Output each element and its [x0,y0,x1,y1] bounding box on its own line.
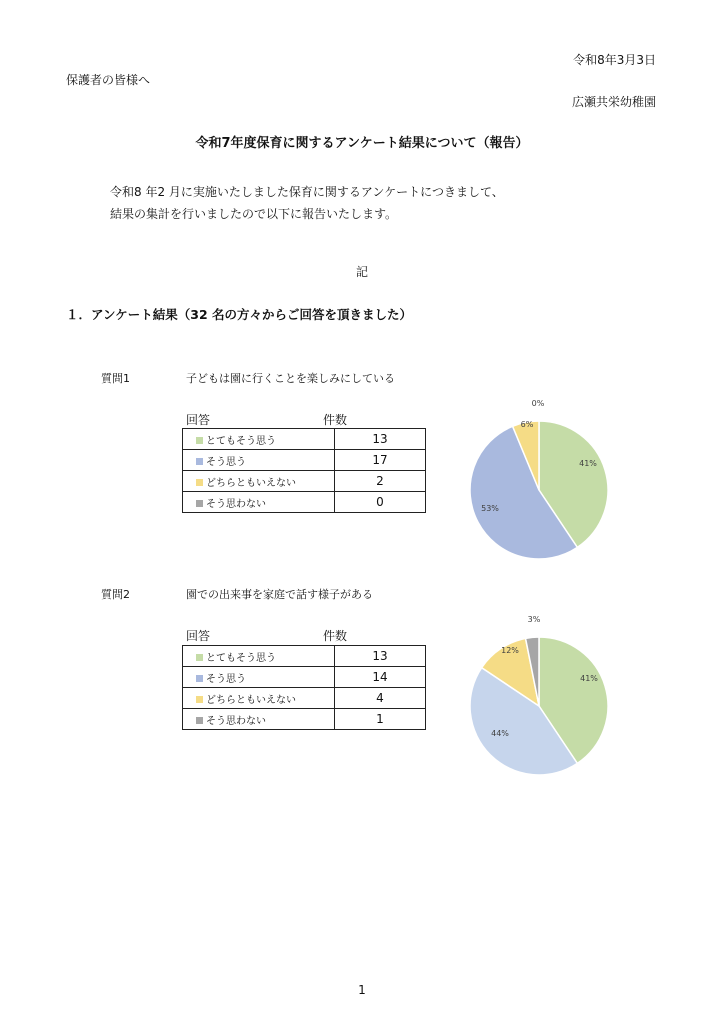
intro-line-1: 令和8 年2 月に実施いたしました保育に関するアンケートにつきまして、 [110,185,504,199]
table-row [183,429,426,450]
row-label: とてもそう思う [206,435,276,447]
question-1-pie-chart [440,395,640,565]
table-row [183,471,426,492]
row-count: 2 [335,471,426,492]
data-label: 3% [527,615,541,624]
question-2-answer-header: 回答 [186,629,211,643]
data-label: 6% [520,420,534,429]
row-count: 4 [335,688,426,709]
question-2-count-header: 件数 [323,629,348,643]
agree-swatch [196,675,203,682]
disagree-swatch [196,717,203,724]
table-row [183,709,426,730]
row-count: 13 [335,429,426,450]
question-1-table [182,428,426,513]
sender: 広瀬共栄幼稚園 [571,95,656,109]
ki-heading: 記 [355,265,368,279]
data-label: 12% [501,646,519,655]
section-heading: １．アンケート結果（32 名の方々からご回答を頂きました） [66,307,412,322]
table-row [183,492,426,513]
question-1-answer-header: 回答 [186,413,211,427]
row-count: 17 [335,450,426,471]
neutral-swatch [196,479,203,486]
data-label: 44% [491,729,509,738]
question-2-pie-chart [440,611,640,781]
agree-swatch [196,458,203,465]
question-2-table [182,645,426,730]
intro-line-2: 結果の集計を行いましたので以下に報告いたします。 [110,207,398,221]
row-count: 13 [335,646,426,667]
data-label: 41% [579,459,597,468]
row-count: 14 [335,667,426,688]
very-agree-swatch [196,654,203,661]
recipient: 保護者の皆様へ [66,73,151,87]
table-row [183,646,426,667]
disagree-swatch [196,500,203,507]
row-count: 0 [335,492,426,513]
row-label: どちらともいえない [206,477,296,489]
question-1-label: 質問1 [101,372,130,385]
data-label: 41% [580,674,598,683]
page-number: 1 [358,983,366,997]
question-2-label: 質問2 [101,588,130,601]
question-1-text: 子どもは園に行くことを楽しみにしている [186,372,395,385]
very-agree-swatch [196,437,203,444]
row-label: そう思わない [206,498,266,510]
row-label: とてもそう思う [206,652,276,664]
row-label: そう思う [206,673,246,685]
question-2-text: 園での出来事を家庭で話す様子がある [186,588,373,601]
row-label: どちらともいえない [206,694,296,706]
question-1-count-header: 件数 [323,413,348,427]
neutral-swatch [196,696,203,703]
table-row [183,667,426,688]
table-row [183,688,426,709]
data-label: 53% [481,504,499,513]
data-label: 0% [531,399,545,408]
table-row [183,450,426,471]
row-count: 1 [335,709,426,730]
row-label: そう思わない [206,715,266,727]
document-date: 令和8年3月3日 [573,53,656,67]
document-title: 令和7年度保育に関するアンケート結果について（報告） [195,136,529,151]
row-label: そう思う [206,456,246,468]
